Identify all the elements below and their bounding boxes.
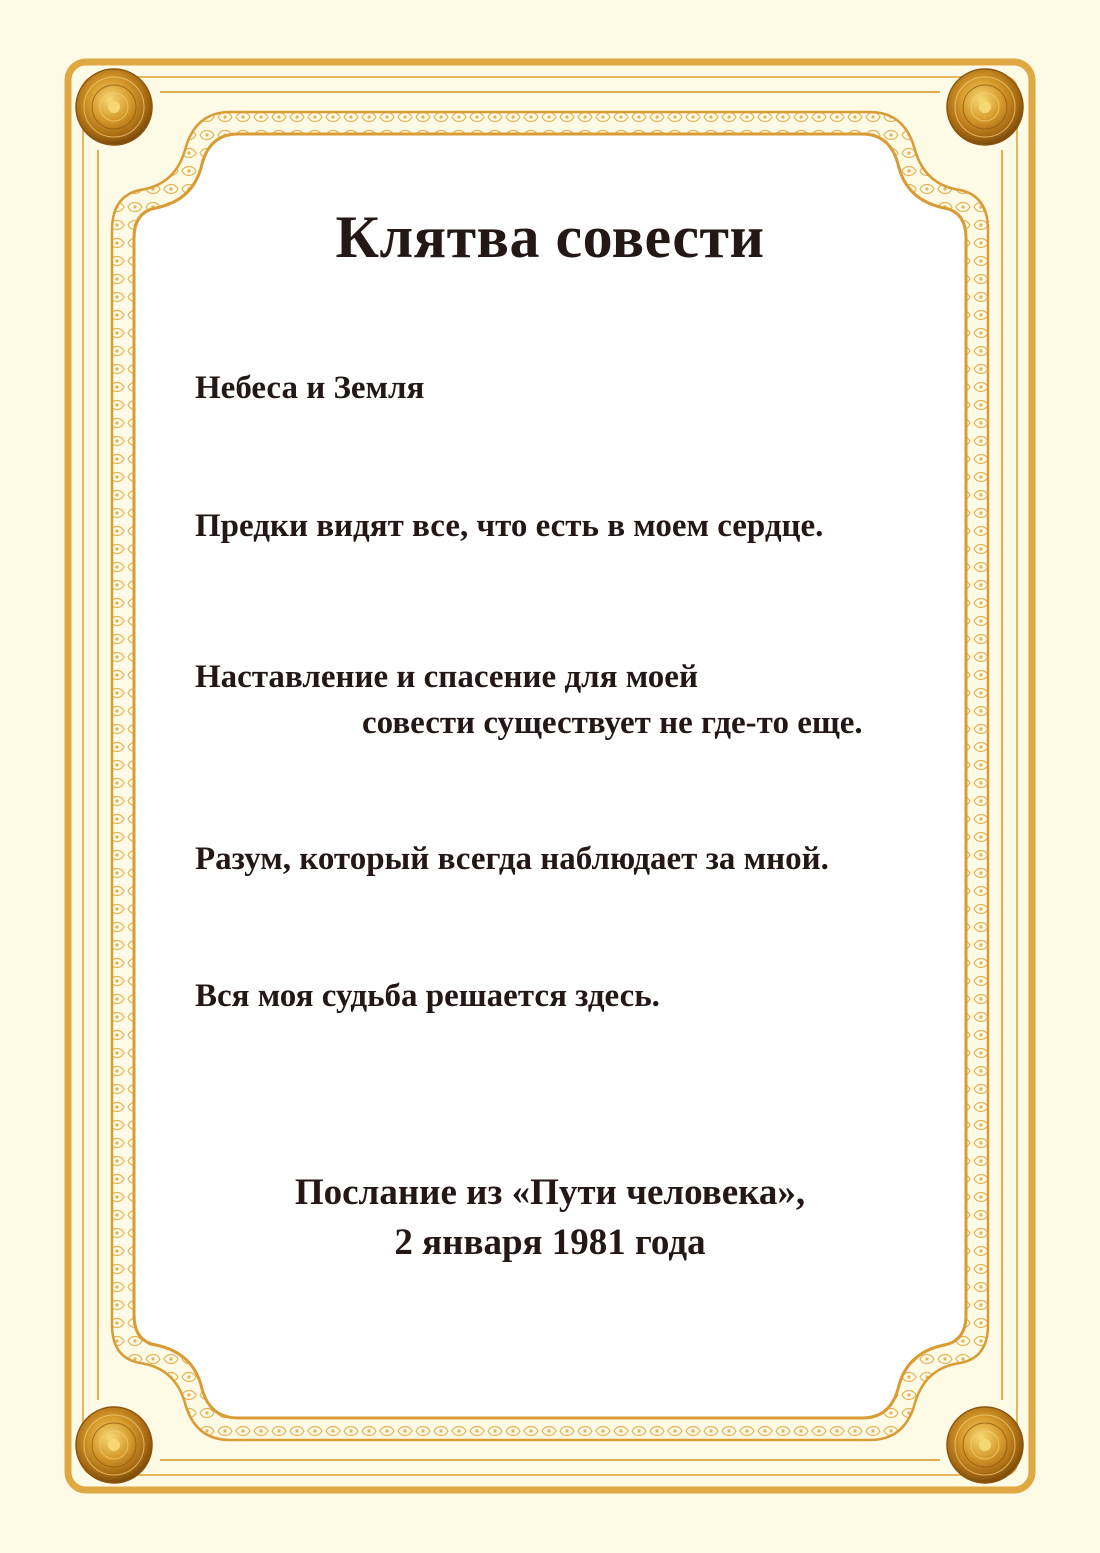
signature-date: 2 января 1981 года (394, 1222, 706, 1263)
oath-line-2: Предки видят все, что есть в моем сердце. (195, 508, 824, 544)
oath-line-4: Разум, который всегда наблюдает за мной. (195, 841, 829, 877)
oath-line-3: Наставление и спасение для моей (195, 659, 698, 695)
oath-line-5: Вся моя судьба решается здесь. (195, 978, 660, 1014)
signature-source: Послание из «Пути человека», (294, 1172, 806, 1213)
oath-line-3-continued: совести существует не где-то еще. (362, 705, 863, 741)
oath-line-1: Небеса и Земля (195, 370, 425, 406)
page-title: Клятва совести (335, 204, 765, 270)
